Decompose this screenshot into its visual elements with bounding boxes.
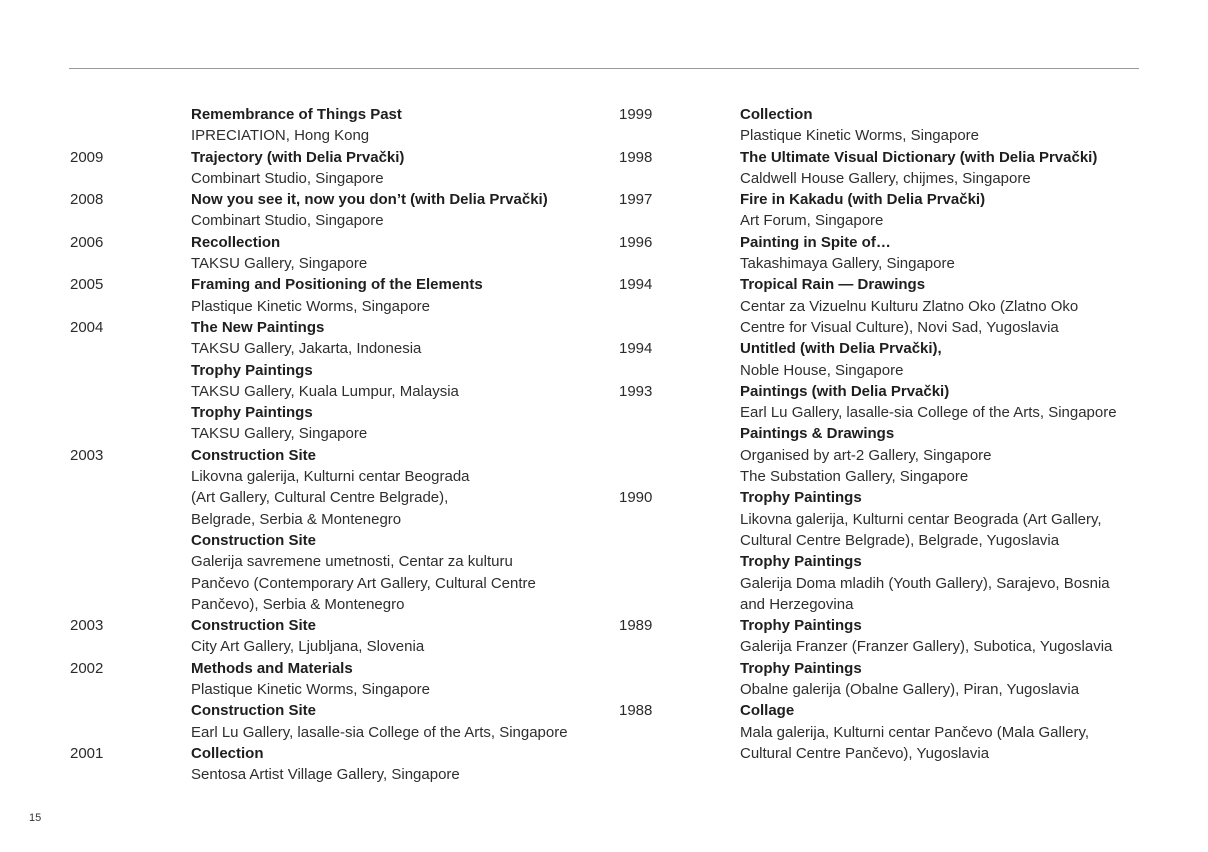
exhibition-year: 1994: [619, 276, 653, 294]
exhibition-title: The Ultimate Visual Dictionary (with Delia Prvački): [740, 148, 1098, 166]
exhibition-year: 1999: [619, 106, 653, 123]
exhibition-venue: Earl Lu Gallery, lasalle-sia College of the Arts, Singapore: [740, 404, 1117, 422]
exhibition-title: Remembrance of Things Past: [191, 106, 402, 123]
exhibition-venue: Cultural Centre Pančevo), Yugoslavia: [740, 744, 990, 762]
exhibition-venue: Centar za Vizuelnu Kulturu Zlatno Oko (Zlatno Oko: [740, 297, 1079, 315]
exhibition-venue: TAKSU Gallery, Jakarta, Indonesia: [191, 340, 422, 358]
exhibition-venue: Galerija Doma mladih (Youth Gallery), Sarajevo, Bosnia: [740, 574, 1110, 592]
exhibition-venue: TAKSU Gallery, Singapore: [191, 255, 368, 273]
exhibition-title: Collage: [740, 702, 795, 720]
exhibition-entry: [619, 551, 1149, 615]
exhibition-title: Fire in Kakadu (with Delia Prvački): [740, 191, 986, 209]
exhibition-venue: and Herzegovina: [740, 595, 854, 613]
exhibition-title: Trophy Paintings: [191, 404, 313, 422]
exhibition-entry: [70, 360, 610, 403]
exhibition-title: Trophy Paintings: [740, 489, 862, 507]
exhibition-details: [191, 445, 610, 530]
exhibition-year: 2004: [70, 318, 104, 336]
exhibition-venue: Noble House, Singapore: [740, 361, 904, 379]
exhibition-title: Construction Site: [191, 617, 317, 635]
exhibition-details: [191, 232, 610, 275]
exhibition-details: [740, 615, 1149, 658]
exhibition-details: [740, 487, 1149, 551]
exhibition-year: [70, 104, 191, 147]
exhibition-list-left: [70, 104, 610, 786]
exhibition-venue: Galerija savremene umetnosti, Centar za kulturu: [191, 553, 513, 571]
exhibition-year: [70, 402, 191, 445]
exhibition-details: [191, 147, 610, 190]
exhibition-venue: Combinart Studio, Singapore: [191, 169, 384, 187]
exhibition-venue: Obalne galerija (Obalne Gallery), Piran, Yugoslavia: [740, 681, 1080, 699]
exhibition-year: [619, 658, 740, 701]
exhibition-year: [619, 423, 740, 487]
exhibition-details: [191, 402, 610, 445]
exhibition-details: [191, 530, 610, 615]
exhibition-details: [740, 232, 1149, 275]
exhibition-venue: Sentosa Artist Village Gallery, Singapore: [191, 766, 460, 784]
exhibition-venue: City Art Gallery, Ljubljana, Slovenia: [191, 638, 425, 656]
exhibition-list-right: [619, 104, 1149, 764]
exhibition-venue: TAKSU Gallery, Kuala Lumpur, Malaysia: [191, 382, 459, 400]
exhibition-year: 1998: [619, 148, 653, 166]
exhibition-entry: [70, 530, 610, 615]
exhibition-details: [740, 381, 1149, 424]
exhibition-venue: Belgrade, Serbia & Montenegro: [191, 510, 402, 528]
exhibition-entry: [619, 423, 1149, 487]
exhibition-venue: Cultural Centre Belgrade), Belgrade, Yugoslavia: [740, 531, 1060, 549]
exhibition-year: 2005: [70, 276, 104, 294]
exhibition-details: [191, 360, 610, 403]
exhibition-details: [191, 317, 610, 360]
exhibition-details: [740, 274, 1149, 338]
exhibition-entry: [619, 147, 1149, 190]
exhibition-venue: Takashimaya Gallery, Singapore: [740, 255, 955, 273]
header-rule: [69, 68, 1139, 69]
exhibition-year: 1988: [619, 702, 653, 720]
exhibition-venue: Mala galerija, Kulturni centar Pančevo (Mala Gallery,: [740, 723, 1090, 741]
exhibition-entry: [70, 445, 610, 530]
exhibition-venue: Likovna galerija, Kulturni centar Beograda (Art Gallery,: [740, 510, 1102, 528]
exhibition-title: Recollection: [191, 233, 281, 251]
exhibition-entry: [70, 402, 610, 445]
exhibition-title: Trophy Paintings: [740, 617, 862, 635]
exhibition-venue: Galerija Franzer (Franzer Gallery), Subotica, Yugoslavia: [740, 638, 1113, 656]
exhibition-entry: [619, 487, 1149, 551]
exhibition-title: Construction Site: [191, 446, 317, 464]
exhibition-entry: [619, 381, 1149, 424]
exhibition-details: [740, 551, 1149, 615]
exhibition-year: 2008: [70, 191, 104, 209]
exhibition-entry: [70, 189, 610, 232]
exhibition-year: 1994: [619, 340, 653, 358]
exhibition-venue: Centre for Visual Culture), Novi Sad, Yugoslavia: [740, 318, 1059, 336]
exhibition-entry: [70, 274, 610, 317]
exhibition-title: Now you see it, now you don’t (with Delia Prvački): [191, 191, 548, 209]
exhibition-year: [70, 530, 191, 615]
exhibition-title: Framing and Positioning of the Elements: [191, 276, 483, 294]
exhibition-entry: [70, 232, 610, 275]
exhibition-details: [740, 700, 1149, 764]
exhibition-year: 2002: [70, 659, 104, 677]
exhibition-details: [740, 658, 1149, 701]
exhibition-details: [740, 189, 1149, 232]
exhibition-entry: [619, 274, 1149, 338]
exhibition-venue: Pančevo), Serbia & Montenegro: [191, 595, 405, 613]
exhibition-venue: Earl Lu Gallery, lasalle-sia College of the Arts, Singapore: [191, 723, 568, 741]
exhibition-title: Construction Site: [191, 531, 317, 549]
exhibition-entry: [70, 743, 610, 786]
exhibition-venue: Plastique Kinetic Worms, Singapore: [740, 127, 980, 145]
exhibition-entry: [619, 338, 1149, 381]
exhibition-year: 1989: [619, 617, 653, 635]
exhibition-details: [740, 423, 1149, 487]
exhibition-year: 2001: [70, 744, 104, 762]
exhibition-entry: [70, 147, 610, 190]
exhibition-details: [191, 743, 610, 786]
exhibition-details: [740, 338, 1149, 381]
exhibition-entry: [70, 658, 610, 701]
exhibition-details: [740, 147, 1149, 190]
exhibition-year: 2006: [70, 233, 104, 251]
exhibition-title: Construction Site: [191, 702, 317, 720]
exhibition-details: [740, 104, 1149, 147]
exhibition-venue: Combinart Studio, Singapore: [191, 212, 384, 230]
exhibition-details: [191, 615, 610, 658]
exhibition-year: 1996: [619, 233, 653, 251]
exhibition-title: Trophy Paintings: [740, 659, 862, 677]
exhibition-title: The New Paintings: [191, 318, 325, 336]
exhibition-title: Trophy Paintings: [191, 361, 313, 379]
exhibition-venue: Caldwell House Gallery, chijmes, Singapore: [740, 169, 1031, 187]
exhibition-title: Collection: [740, 106, 813, 123]
exhibition-entry: [619, 615, 1149, 658]
exhibition-title: Collection: [191, 744, 264, 762]
exhibition-venue: Likovna galerija, Kulturni centar Beograda: [191, 468, 470, 486]
exhibition-title: Painting in Spite of…: [740, 233, 891, 251]
exhibition-venue: TAKSU Gallery, Singapore: [191, 425, 368, 443]
exhibition-entry: [70, 317, 610, 360]
exhibition-year: 2003: [70, 617, 104, 635]
exhibition-year: [70, 700, 191, 743]
exhibition-title: Paintings & Drawings: [740, 425, 895, 443]
exhibition-details: [191, 104, 610, 147]
exhibition-details: [191, 274, 610, 317]
exhibition-year: 1993: [619, 382, 653, 400]
exhibition-year: 1997: [619, 191, 653, 209]
exhibition-venue: The Substation Gallery, Singapore: [740, 468, 969, 486]
exhibition-entry: [70, 615, 610, 658]
exhibition-year: [619, 551, 740, 615]
exhibition-entry: [70, 700, 610, 743]
exhibition-entry: [619, 232, 1149, 275]
exhibition-title: Paintings (with Delia Prvački): [740, 382, 950, 400]
exhibition-entry: [619, 189, 1149, 232]
exhibition-venue: IPRECIATION, Hong Kong: [191, 127, 370, 145]
exhibition-year: 1990: [619, 489, 653, 507]
exhibition-venue: Plastique Kinetic Worms, Singapore: [191, 681, 431, 699]
exhibition-title: Untitled (with Delia Prvački),: [740, 340, 942, 358]
exhibition-title: Tropical Rain — Drawings: [740, 276, 926, 294]
exhibition-year: [70, 360, 191, 403]
exhibition-details: [191, 700, 610, 743]
exhibition-title: Methods and Materials: [191, 659, 353, 677]
exhibition-venue: Pančevo (Contemporary Art Gallery, Cultural Centre: [191, 574, 536, 592]
exhibition-entry: [619, 700, 1149, 764]
exhibition-entry: [619, 658, 1149, 701]
exhibition-year: 2009: [70, 148, 104, 166]
exhibition-venue: Organised by art-2 Gallery, Singapore: [740, 446, 992, 464]
exhibition-title: Trophy Paintings: [740, 553, 862, 571]
exhibition-venue: Plastique Kinetic Worms, Singapore: [191, 297, 431, 315]
page-number: 15: [29, 812, 42, 824]
exhibition-entry: [619, 104, 1149, 147]
exhibition-details: [191, 189, 610, 232]
exhibition-venue: Art Forum, Singapore: [740, 212, 884, 230]
exhibition-details: [191, 658, 610, 701]
exhibition-entry: [70, 104, 610, 147]
exhibition-title: Trajectory (with Delia Prvački): [191, 148, 405, 166]
exhibition-year: 2003: [70, 446, 104, 464]
exhibition-venue: (Art Gallery, Cultural Centre Belgrade),: [191, 489, 449, 507]
